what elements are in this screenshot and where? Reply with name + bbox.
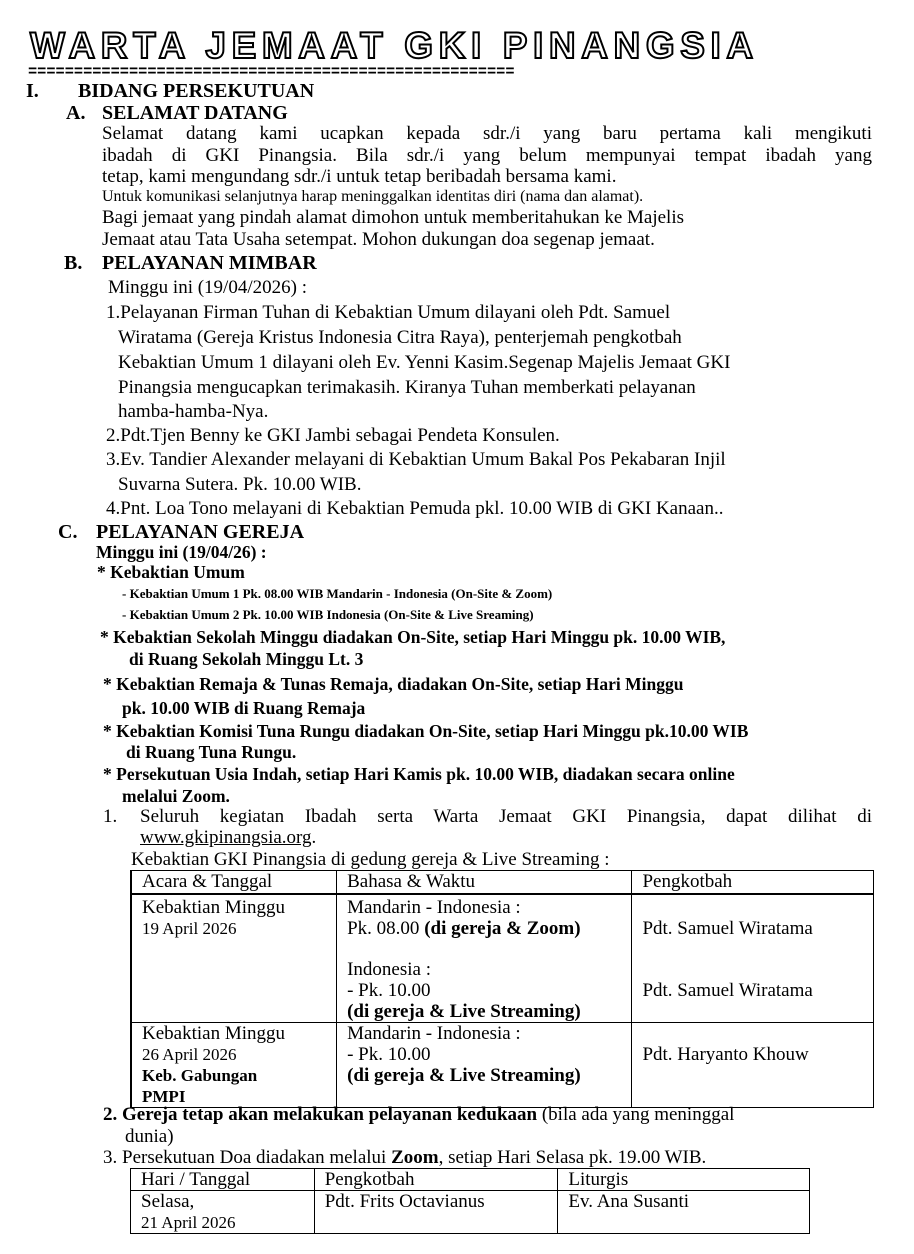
table-header: Acara & Tanggal: [131, 871, 337, 894]
prayer-meeting-table: [130, 1168, 810, 1234]
elderly-fellowship-item: * Persekutuan Usia Indah, setiap Hari Kamis pk. 10.00 WIB, diadakan secara online: [103, 764, 735, 784]
section-number: I.: [26, 80, 39, 102]
language-label: Mandarin - Indonesia :: [347, 896, 521, 918]
general-service-1: - Kebaktian Umum 1 Pk. 08.00 WIB Mandarin - Indonesia (On-Site & Zoom): [122, 586, 553, 601]
event-name: Kebaktian Minggu: [142, 1022, 286, 1044]
liturgist-name: Ev. Ana Susanti: [568, 1191, 690, 1212]
pulpit-item-1-line-4: Pinangsia mengucapkan terimakasih. Kiranya Tuhan memberkati pelayanan: [118, 377, 696, 398]
language-label: Mandarin - Indonesia :: [347, 1022, 521, 1044]
elderly-fellowship-item-line-2: melalui Zoom.: [122, 786, 230, 806]
youth-service-item-line-2: pk. 10.00 WIB di Ruang Remaja: [122, 698, 366, 718]
subsection-c-heading: PELAYANAN GEREJA: [96, 521, 305, 543]
table-header: Bahasa & Waktu: [337, 871, 632, 894]
prayer-date: 21 April 2026: [141, 1213, 236, 1232]
preacher-name: Pdt. Samuel Wiratama: [642, 979, 813, 1001]
pulpit-item-3-line-2: Suvarna Sutera. Pk. 10.00 WIB.: [118, 474, 362, 495]
website-link[interactable]: www.gkipinangsia.org: [140, 827, 312, 848]
service-venue: (di gereja & Live Streaming): [347, 1064, 581, 1086]
pulpit-item-1-line-2: Wiratama (Gereja Kristus Indonesia Citra Raya), penterjemah pengkotbah: [118, 327, 682, 348]
note-2-bold: 2. Gereja tetap akan melakukan pelayanan kedukaan: [103, 1104, 538, 1125]
pulpit-item-2: 2.Pdt.Tjen Benny ke GKI Jambi sebagai Pendeta Konsulen.: [106, 425, 560, 446]
preacher-name: Pdt. Haryanto Khouw: [642, 1043, 809, 1065]
service-time: Pk. 08.00: [347, 917, 425, 939]
event-note: PMPI: [142, 1086, 186, 1106]
pulpit-intro: Minggu ini (19/04/2026) :: [108, 277, 307, 298]
page-title: WARTA JEMAAT GKI PINANGSIA: [30, 25, 759, 66]
table-header-row: [131, 871, 874, 894]
event-note: Keb. Gabungan: [142, 1065, 258, 1085]
note-3: [103, 1147, 706, 1168]
table-header: Liturgis: [558, 1169, 810, 1191]
note-3-pre: 3. Persekutuan Doa diadakan melalui: [103, 1147, 392, 1168]
service-time: - Pk. 10.00: [347, 979, 431, 1001]
table-header: Pengkotbah: [632, 871, 874, 894]
subsection-a-heading: SELAMAT DATANG: [102, 102, 288, 124]
welcome-line-6: Jemaat atau Tata Usaha setempat. Mohon dukungan doa segenap jemaat.: [102, 229, 655, 250]
table-header-row: [131, 1169, 810, 1191]
note-1-text: Seluruh kegiatan Ibadah serta Warta Jemaat GKI Pinangsia, dapat dilihat di: [140, 806, 872, 827]
church-service-intro: Minggu ini (19/04/26) :: [96, 542, 267, 562]
welcome-line-1: Selamat datang kami ucapkan kepada sdr./i yang baru pertama kali mengikuti: [102, 123, 872, 144]
table-row: [131, 894, 874, 1023]
subsection-b-heading: PELAYANAN MIMBAR: [102, 252, 317, 274]
event-name: Kebaktian Minggu: [142, 896, 286, 918]
subsection-c-label: C.: [58, 521, 78, 543]
welcome-line-3: tetap, kami mengundang sdr./i untuk tetap beribadah bersama kami.: [102, 166, 617, 187]
welcome-line-5: Bagi jemaat yang pindah alamat dimohon untuk memberitahukan ke Majelis: [102, 207, 684, 228]
welcome-line-4: Untuk komunikasi selanjutnya harap meninggalkan identitas diri (nama dan alamat).: [102, 188, 644, 205]
service-time: - Pk. 10.00: [347, 1043, 431, 1065]
language-label: Indonesia :: [347, 958, 432, 980]
streaming-intro: Kebaktian GKI Pinangsia di gedung gereja & Live Streaming :: [131, 849, 610, 870]
service-venue: (di gereja & Zoom): [424, 917, 581, 939]
service-schedule-table: [130, 870, 874, 1108]
general-service-heading: * Kebaktian Umum: [97, 562, 245, 582]
deaf-commission-item: * Kebaktian Komisi Tuna Rungu diadakan On-Site, setiap Hari Minggu pk.10.00 WIB: [103, 721, 749, 741]
preacher-name: Pdt. Frits Octavianus: [324, 1191, 485, 1212]
title-separator: =====================================================: [28, 63, 515, 81]
note-3-post: , setiap Hari Selasa pk. 19.00 WIB.: [438, 1147, 707, 1168]
table-row: [131, 1191, 810, 1234]
note-1-period: .: [311, 827, 317, 848]
preacher-name: Pdt. Samuel Wiratama: [642, 917, 813, 939]
note-2-line-2: dunia): [125, 1126, 174, 1147]
subsection-a-label: A.: [66, 102, 86, 124]
pulpit-item-3: 3.Ev. Tandier Alexander melayani di Kebaktian Umum Bakal Pos Pekabaran Injil: [106, 449, 726, 470]
pulpit-item-4: 4.Pnt. Loa Tono melayani di Kebaktian Pemuda pkl. 10.00 WIB di GKI Kanaan..: [106, 498, 724, 519]
pulpit-item-1-line-5: hamba-hamba-Nya.: [118, 401, 269, 422]
prayer-day: Selasa,: [141, 1191, 195, 1212]
note-1-number: 1.: [103, 806, 118, 827]
sunday-school-item-line-2: di Ruang Sekolah Minggu Lt. 3: [129, 649, 364, 669]
pulpit-item-1-line-3: Kebaktian Umum 1 dilayani oleh Ev. Yenni Kasim.Segenap Majelis Jemaat GKI: [118, 352, 731, 373]
table-row: [131, 1022, 874, 1107]
deaf-commission-item-line-2: di Ruang Tuna Rungu.: [126, 742, 297, 762]
table-header: Pengkotbah: [314, 1169, 558, 1191]
event-date: 19 April 2026: [142, 918, 237, 938]
welcome-line-2: ibadah di GKI Pinangsia. Bila sdr./i yang belum mempunyai tempat ibadah yang: [102, 145, 872, 166]
pulpit-item-1: 1.Pelayanan Firman Tuhan di Kebaktian Umum dilayani oleh Pdt. Samuel: [106, 302, 671, 323]
sunday-school-item: * Kebaktian Sekolah Minggu diadakan On-Site, setiap Hari Minggu pk. 10.00 WIB,: [100, 627, 726, 647]
section-heading: BIDANG PERSEKUTUAN: [78, 80, 315, 102]
note-1-link-line: [140, 827, 316, 848]
table-header: Hari / Tanggal: [131, 1169, 315, 1191]
note-3-bold: Zoom: [391, 1147, 439, 1168]
event-date: 26 April 2026: [142, 1044, 237, 1064]
youth-service-item: * Kebaktian Remaja & Tunas Remaja, diadakan On-Site, setiap Hari Minggu: [103, 674, 684, 694]
note-2: [103, 1104, 734, 1125]
general-service-2: - Kebaktian Umum 2 Pk. 10.00 WIB Indonesia (On-Site & Live Sreaming): [122, 607, 534, 622]
note-2-rest: (bila ada yang meninggal: [537, 1104, 735, 1125]
service-venue: (di gereja & Live Streaming): [347, 1000, 581, 1022]
subsection-b-label: B.: [64, 252, 83, 274]
